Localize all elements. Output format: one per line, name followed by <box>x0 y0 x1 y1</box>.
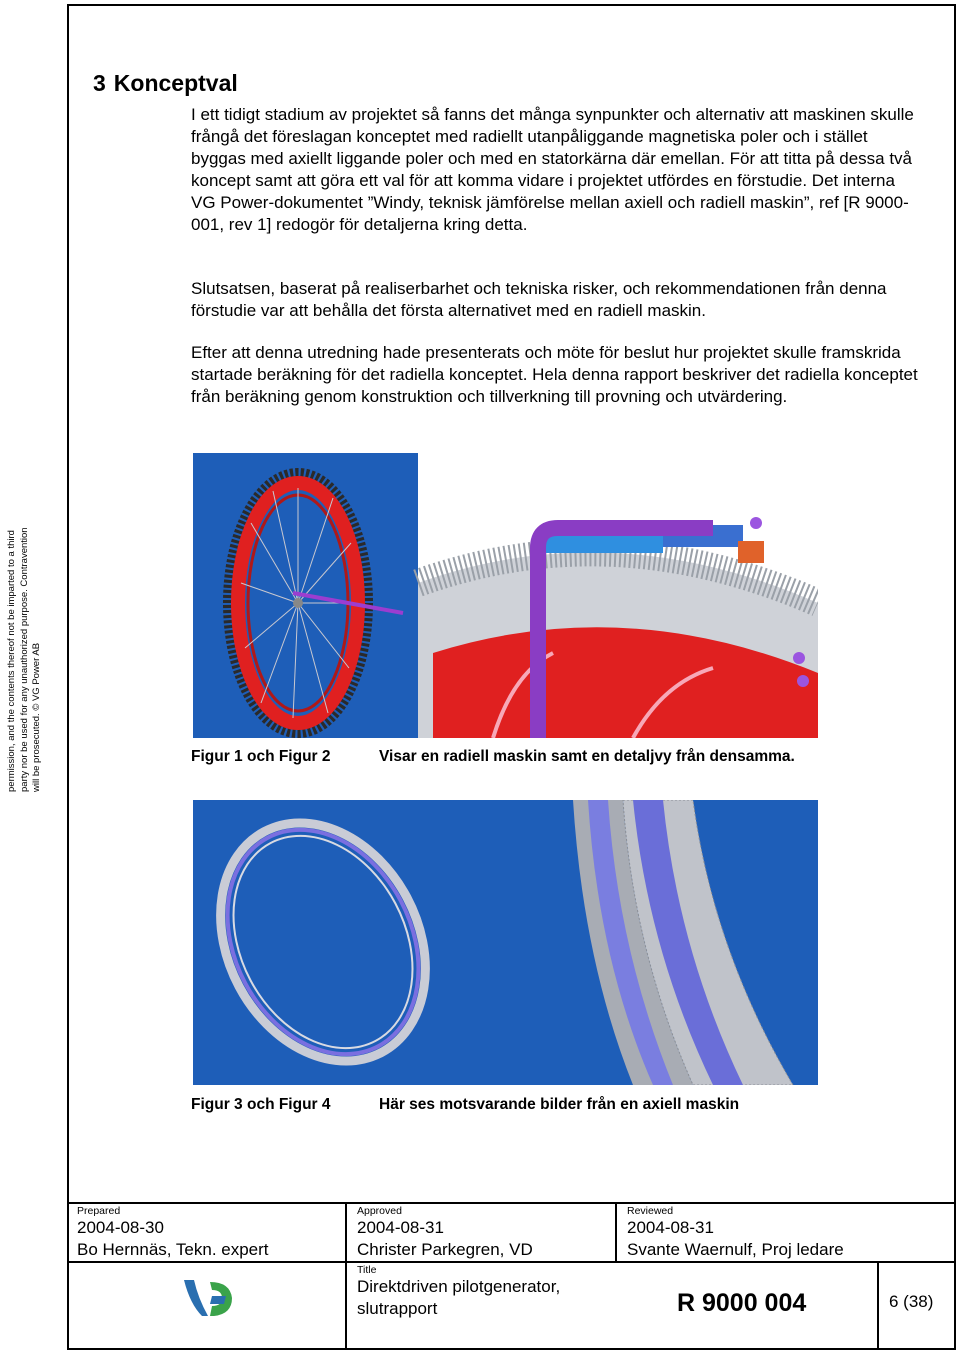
section-heading <box>93 70 246 97</box>
page-number: 6 (38) <box>889 1292 934 1311</box>
paragraph-followup: Efter att denna utredning hade presenterats och möte för beslut hur projektet skulle framskrida startade beräkning för det radiella konceptet. Hela denna rapport beskriver det radiella konceptet från beräkning genom konstruktion och tillverkning till provning och utvärdering. <box>191 343 918 406</box>
radial-machine-illustration <box>193 453 818 738</box>
title-label: Title <box>357 1264 377 1276</box>
paragraph-intro: I ett tidigt stadium av projektet så fanns det många synpunkter och alternativ att maskinen skulle frångå det föreslagan konceptet med radiellt utanpåliggande magnetiska poler och i stället byggas med axiellt liggande poler och med en statorkärna där emellan. För att titta på dessa två koncept samt att göra ett val för att komma vidare i projektet utfördes en förstudie. Det interna VG Power-dokumentet ”Windy, teknisk jämförelse mellan axiell och radiell maskin”, ref [R 9000-001, rev 1] redogör för detaljerna kring detta. <box>191 105 914 234</box>
axial-machine-illustration <box>193 800 818 1085</box>
vg-power-logo <box>180 1274 236 1320</box>
figure-3-4-label: Figur 3 och Figur 4 <box>191 1096 331 1113</box>
approved-by: Christer Parkegren, VD <box>357 1240 533 1259</box>
prepared-by: Bo Hernnäs, Tekn. expert <box>77 1240 269 1259</box>
paragraph-conclusion: Slutsatsen, baserat på realiserbarhet och tekniska risker, och rekommendationen från denna förstudie var att behålla det första alternativet med en radiell maskin. <box>191 279 887 320</box>
document-title-line2: slutrapport <box>357 1299 438 1318</box>
footer-divider <box>67 1261 956 1263</box>
approved-date: 2004-08-31 <box>357 1218 444 1237</box>
footer-col-divider-2 <box>615 1202 617 1261</box>
radial-detail-view <box>418 453 818 738</box>
footer-col-divider-1 <box>345 1202 347 1350</box>
copyright-side-note: permission, and the contents thereof not be imparted to a third party nor be used for any unauthorized purpose. Contravention will be prosecuted. © VG Power AB <box>6 527 42 792</box>
reviewed-label: Reviewed <box>627 1205 674 1217</box>
figure-1-2-label: Figur 1 och Figur 2 <box>191 748 331 765</box>
document-number: R 9000 004 <box>677 1289 807 1317</box>
reviewed-date: 2004-08-31 <box>627 1218 714 1237</box>
section-title: Konceptval <box>113 70 238 96</box>
figure-axial-machine <box>193 800 818 1085</box>
reviewed-by: Svante Waernulf, Proj ledare <box>627 1240 844 1259</box>
prepared-label: Prepared <box>77 1205 121 1217</box>
figure-3-4-caption: Här ses motsvarande bilder från en axiell maskin <box>379 1096 740 1113</box>
section-number: 3 <box>93 70 106 96</box>
approved-label: Approved <box>357 1205 402 1217</box>
prepared-date: 2004-08-30 <box>77 1218 164 1237</box>
figure-radial-machine <box>193 453 818 738</box>
document-title-line1: Direktdriven pilotgenerator, <box>357 1277 561 1296</box>
figure-1-2-caption: Visar en radiell maskin samt en detaljvy från densamma. <box>379 748 795 765</box>
axial-detail-view <box>553 800 818 1085</box>
footer-col-divider-3 <box>877 1261 879 1350</box>
